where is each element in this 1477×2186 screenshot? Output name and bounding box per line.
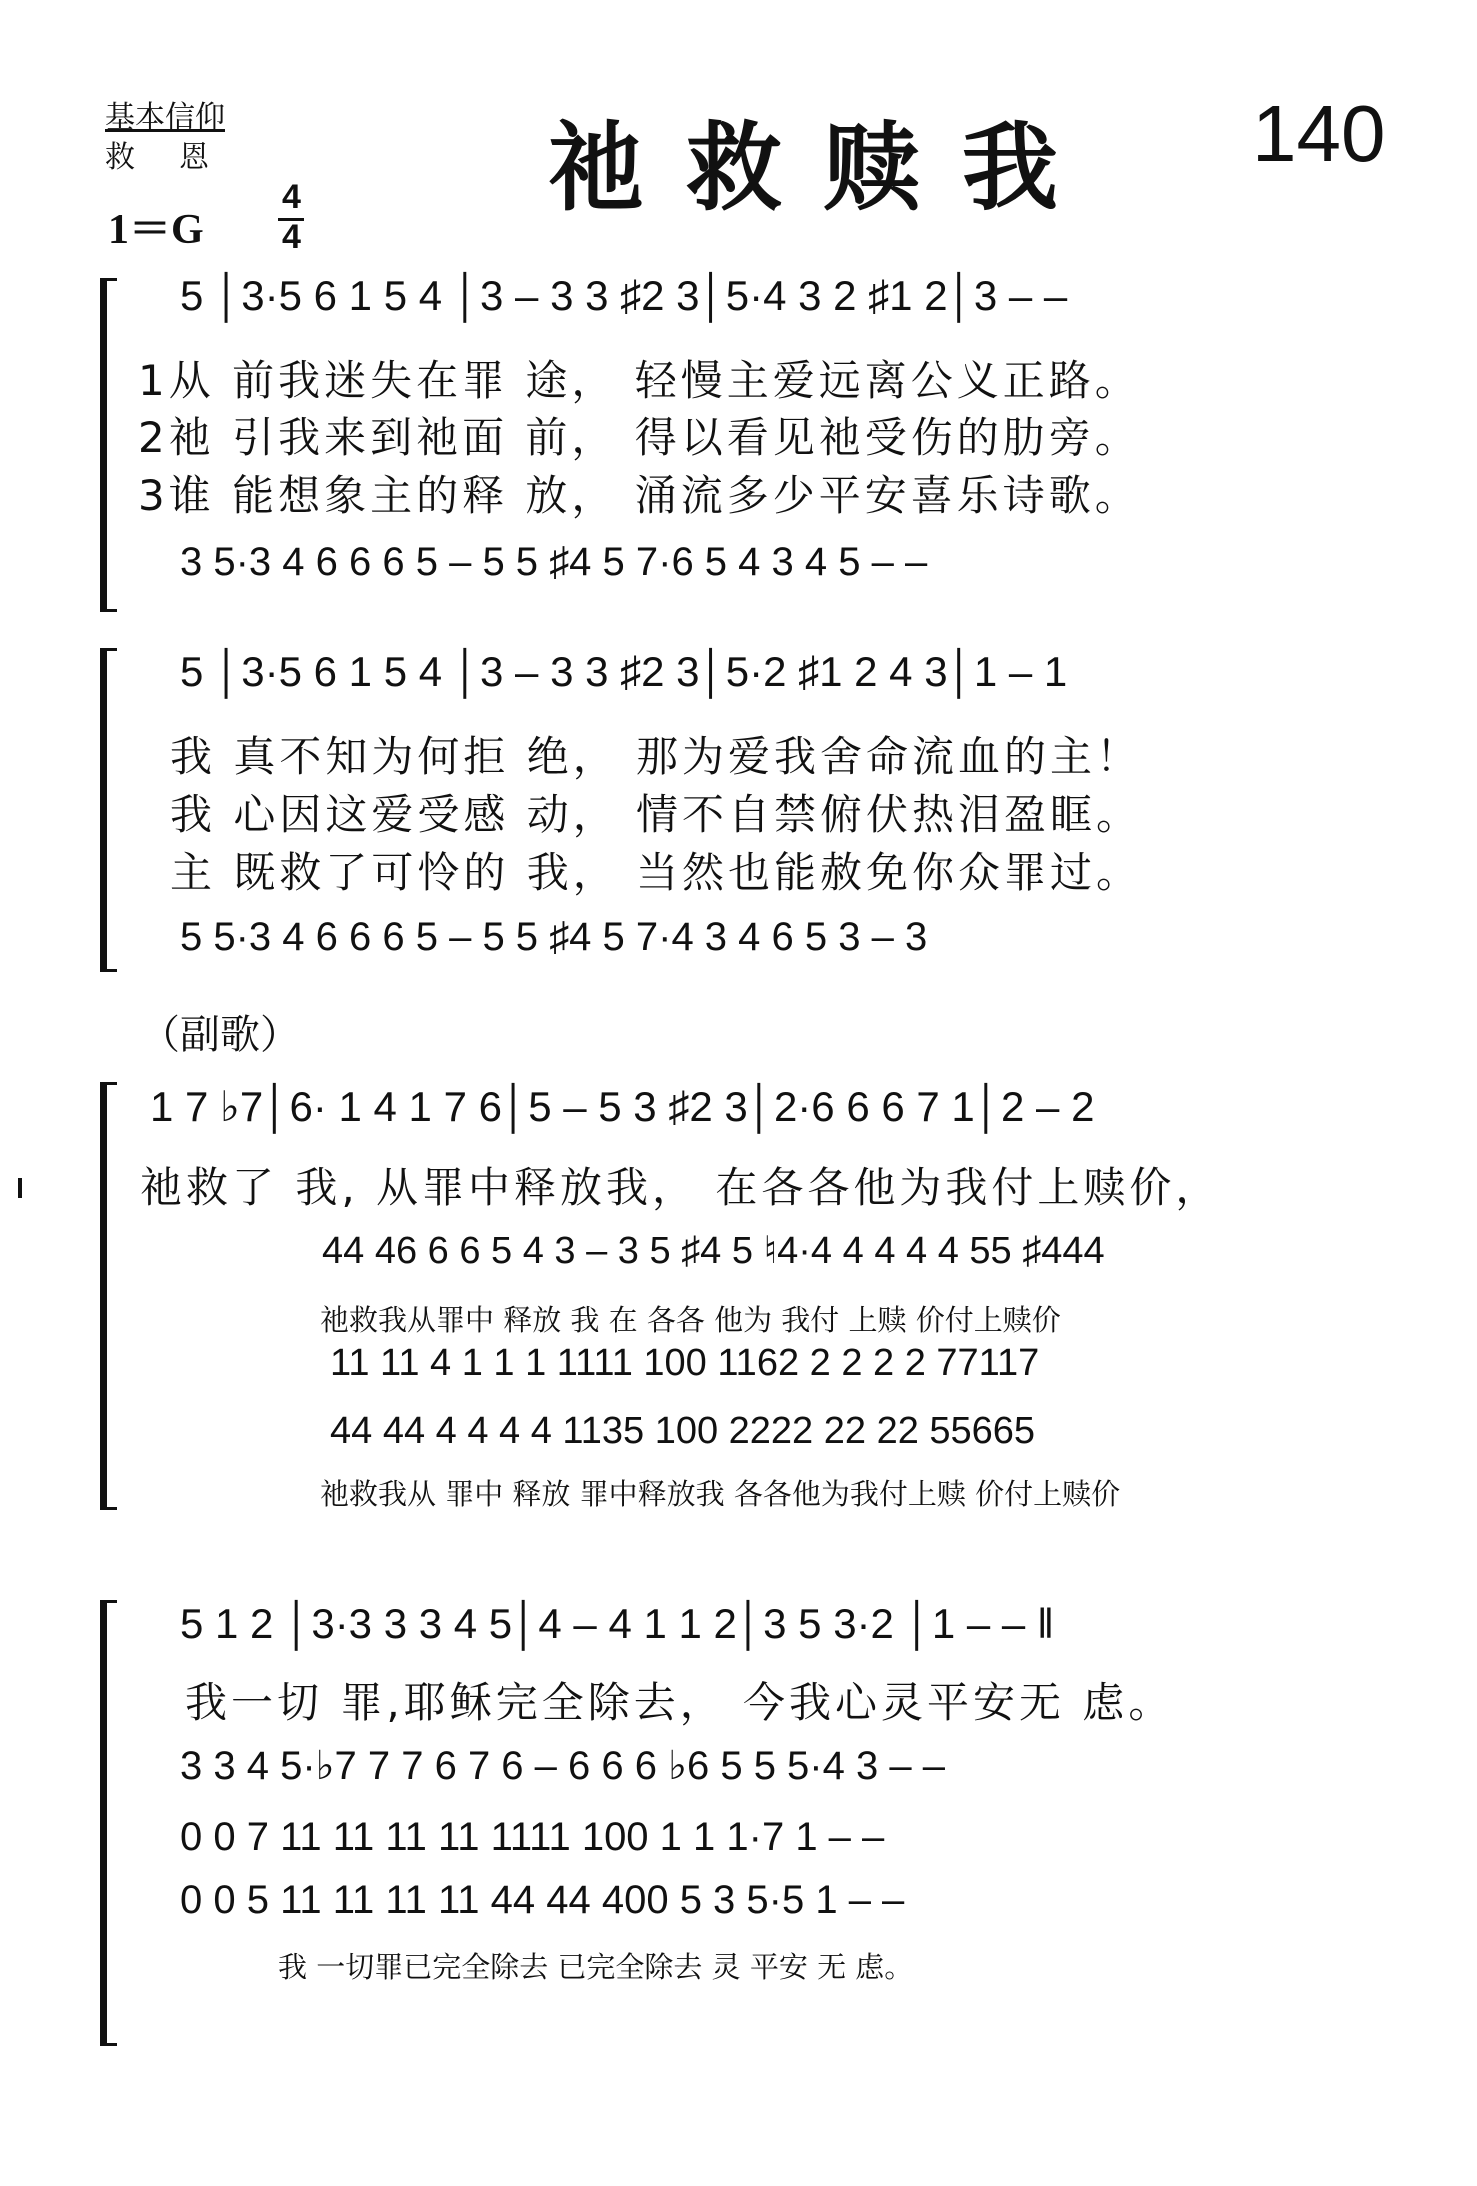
refrain-lyric: 我一切 罪,耶稣完全除去， 今我心灵平安无 虑。 <box>185 1678 1175 1727</box>
category-label: 基本信仰 <box>105 100 225 135</box>
alto-line: 44 46 6 6 5 4 3 – 3 5 ♯4 5 ♮4·4 4 4 4 4 55 ♯444 <box>322 1230 1105 1272</box>
time-signature-top: 4 <box>282 178 301 216</box>
harmony-line: 3 5·3 4 6 6 6 5 – 5 5 ♯4 5 7·6 5 4 3 4 5 – – <box>180 540 928 584</box>
bass-line: 44 44 4 4 4 4 1135 100 2222 22 22 55665 <box>330 1410 1036 1452</box>
bass-line: 0 0 5 11 11 11 11 44 44 400 5 3 5·5 1 – – <box>180 1878 905 1922</box>
melody-line: 5 │3·5 6 1 5 4 │3 – 3 3 ♯2 3│5·4 3 2 ♯1 2│3 – – <box>180 272 1068 319</box>
hymn-title: 祂救赎我 <box>548 112 1100 224</box>
system-bracket <box>100 278 117 612</box>
tenor-line: 11 11 4 1 1 1 1111 100 1162 2 2 2 2 77117 <box>330 1342 1040 1384</box>
refrain-label: （副歌） <box>140 1012 300 1058</box>
bass-lyric: 祂救我从 罪中 释放 罪中释放我 各各他为我付上赎 价付上赎价 <box>320 1477 1121 1511</box>
melody-line: 1 7 ♭7│6· 1 4 1 7 6│5 – 5 3 ♯2 3│2·6 6 6 7 1│2 – 2 <box>150 1083 1095 1130</box>
alto-line: 3 3 4 5·♭7 7 7 6 7 6 – 6 6 6 ♭6 5 5 5·4 3 – – <box>180 1744 945 1788</box>
lyric-verse-3: 3谁 能想象主的释 放， 涌流多少平安喜乐诗歌。 <box>138 471 1141 520</box>
key-signature: 1＝G <box>108 207 204 253</box>
lyric-verse-2: 2祂 引我来到祂面 前， 得以看见祂受伤的肋旁。 <box>138 413 1141 462</box>
lyric-verse-3: 主 既救了可怜的 我， 当然也能赦免你众罪过。 <box>170 848 1143 897</box>
time-signature-bottom: 4 <box>282 218 301 256</box>
refrain-lyric: 祂救了 我, 从罪中释放我， 在各各他为我付上赎价， <box>140 1163 1222 1212</box>
system-bracket <box>100 1600 117 2046</box>
melody-line: 5 1 2 │3·3 3 3 4 5│4 – 4 1 1 2│3 5 3·2 │1 – – ‖ <box>180 1600 1055 1647</box>
melody-line: 5 │3·5 6 1 5 4 │3 – 3 3 ♯2 3│5·2 ♯1 2 4 3│1 – 1 <box>180 648 1068 695</box>
lyric-verse-1: 我 真不知为何拒 绝， 那为爱我舍命流血的主！ <box>170 732 1143 781</box>
lyric-verse-1: 1从 前我迷失在罪 途， 轻慢主爱远离公义正路。 <box>138 356 1141 405</box>
lyric-verse-2: 我 心因这爱受感 动， 情不自禁俯伏热泪盈眶。 <box>170 790 1143 839</box>
system-bracket <box>100 648 117 972</box>
subcategory-label: 救恩 <box>105 140 253 175</box>
harmony-line: 5 5·3 4 6 6 6 5 – 5 5 ♯4 5 7·4 3 4 6 5 3 – 3 <box>180 915 928 959</box>
alto-lyric: 祂救我从罪中 释放 我 在 各各 他为 我付 上赎 价付上赎价 <box>320 1303 1061 1337</box>
bass-lyric: 我 一切罪已完全除去 已完全除去 灵 平安 无 虑。 <box>278 1950 914 1984</box>
system-bracket <box>100 1082 117 1510</box>
margin-mark <box>18 1178 22 1198</box>
hymn-number: 140 <box>1252 89 1386 178</box>
tenor-line: 0 0 7 11 11 11 11 1111 100 1 1 1·7 1 – – <box>180 1815 885 1859</box>
